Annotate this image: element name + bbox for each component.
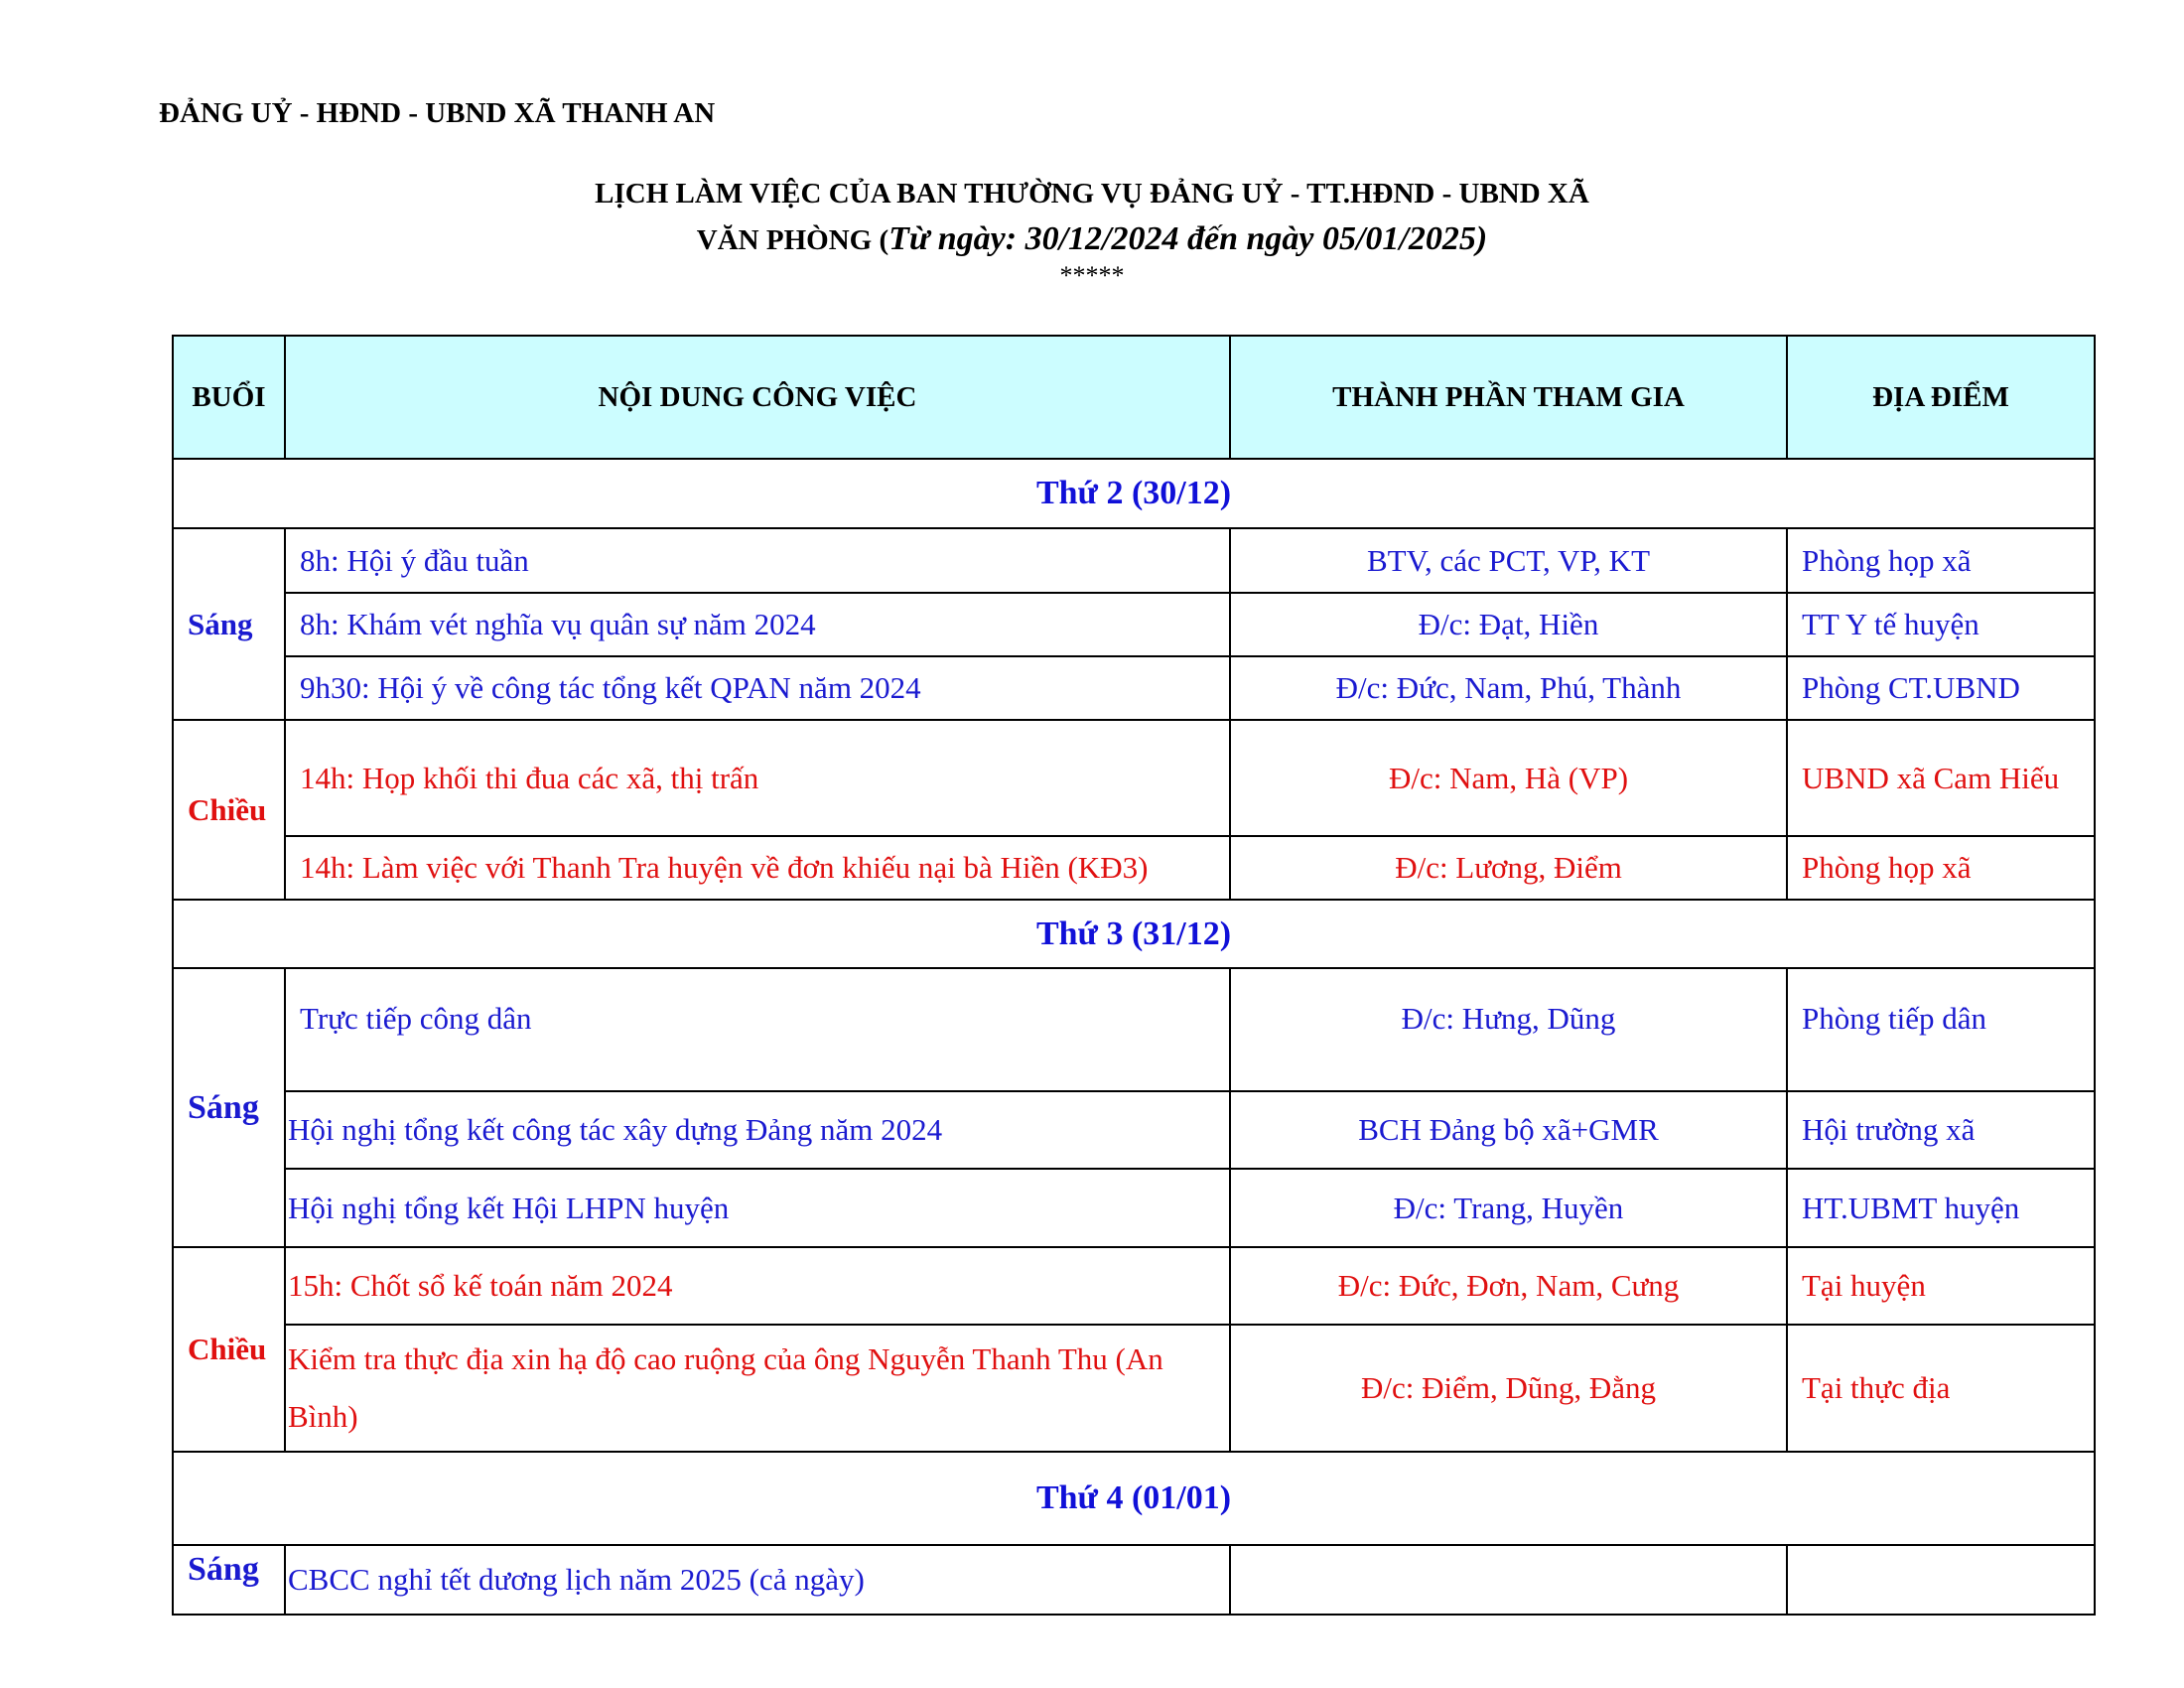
row-content: 14h: Họp khối thi đua các xã, thị trấn bbox=[285, 720, 1230, 836]
column-header-content: NỘI DUNG CÔNG VIỆC bbox=[285, 336, 1230, 459]
table-row bbox=[173, 593, 2095, 656]
organization-name: ĐẢNG UỶ - HĐND - UBND XÃ THANH AN bbox=[159, 97, 716, 129]
table-row bbox=[173, 1169, 2095, 1247]
row-location: Phòng họp xã bbox=[1787, 528, 2095, 593]
day-label: Thứ 4 (01/01) bbox=[173, 1452, 2095, 1545]
column-header-location: ĐỊA ĐIỂM bbox=[1787, 336, 2095, 459]
row-location: Tại huyện bbox=[1787, 1247, 2095, 1325]
row-content: Trực tiếp công dân bbox=[285, 968, 1230, 1091]
row-location: Hội trường xã bbox=[1787, 1091, 2095, 1169]
row-content: Kiểm tra thực địa xin hạ độ cao ruộng của ông Nguyễn Thanh Thu (An Bình) bbox=[285, 1325, 1230, 1452]
document-title bbox=[0, 171, 2184, 289]
row-location: Tại thực địa bbox=[1787, 1325, 2095, 1452]
row-location: Phòng CT.UBND bbox=[1787, 656, 2095, 720]
table-row bbox=[173, 968, 2095, 1091]
row-location: Phòng tiếp dân bbox=[1787, 968, 2095, 1091]
row-content: 15h: Chốt sổ kế toán năm 2024 bbox=[285, 1247, 1230, 1325]
column-header-participants: THÀNH PHẦN THAM GIA bbox=[1230, 336, 1787, 459]
row-participants: Đ/c: Lương, Điểm bbox=[1230, 836, 1787, 900]
session-label: Sáng bbox=[173, 528, 285, 720]
session-label: Chiều bbox=[173, 720, 285, 900]
title-line-2 bbox=[0, 216, 2184, 263]
row-participants: Đ/c: Trang, Huyền bbox=[1230, 1169, 1787, 1247]
table-row bbox=[173, 1545, 2095, 1615]
session-label: Sáng bbox=[173, 968, 285, 1247]
title-line-2-prefix: VĂN PHÒNG ( bbox=[696, 224, 889, 256]
row-location: HT.UBMT huyện bbox=[1787, 1169, 2095, 1247]
title-line-1: LỊCH LÀM VIỆC CỦA BAN THƯỜNG VỤ ĐẢNG UỶ - TT.HĐND - UBND XÃ bbox=[595, 178, 1589, 210]
session-label: Chiều bbox=[173, 1247, 285, 1452]
row-content: Hội nghị tổng kết Hội LHPN huyện bbox=[285, 1169, 1230, 1247]
table-row bbox=[173, 1247, 2095, 1325]
row-content: Hội nghị tổng kết công tác xây dựng Đảng năm 2024 bbox=[285, 1091, 1230, 1169]
row-participants: BCH Đảng bộ xã+GMR bbox=[1230, 1091, 1787, 1169]
date-range: Từ ngày: 30/12/2024 đến ngày 05/01/2025) bbox=[888, 220, 1488, 257]
row-participants bbox=[1230, 1545, 1787, 1615]
table-header-row bbox=[173, 336, 2095, 459]
schedule-table bbox=[172, 335, 2096, 1616]
row-content: CBCC nghỉ tết dương lịch năm 2025 (cả ngày) bbox=[285, 1545, 1230, 1615]
table-row bbox=[173, 528, 2095, 593]
row-content: 9h30: Hội ý về công tác tổng kết QPAN năm 2024 bbox=[285, 656, 1230, 720]
day-row bbox=[173, 1452, 2095, 1545]
row-participants: Đ/c: Nam, Hà (VP) bbox=[1230, 720, 1787, 836]
table-row bbox=[173, 656, 2095, 720]
row-content: 8h: Khám vét nghĩa vụ quân sự năm 2024 bbox=[285, 593, 1230, 656]
row-participants: Đ/c: Đức, Nam, Phú, Thành bbox=[1230, 656, 1787, 720]
table-row bbox=[173, 836, 2095, 900]
row-location: TT Y tế huyện bbox=[1787, 593, 2095, 656]
row-participants: Đ/c: Hưng, Dũng bbox=[1230, 968, 1787, 1091]
row-participants: BTV, các PCT, VP, KT bbox=[1230, 528, 1787, 593]
table-row bbox=[173, 720, 2095, 836]
day-row bbox=[173, 459, 2095, 528]
row-location bbox=[1787, 1545, 2095, 1615]
row-content: 14h: Làm việc với Thanh Tra huyện về đơn khiếu nại bà Hiền (KĐ3) bbox=[285, 836, 1230, 900]
column-header-session: BUỔI bbox=[173, 336, 285, 459]
row-location: Phòng họp xã bbox=[1787, 836, 2095, 900]
divider-stars: ***** bbox=[1059, 261, 1125, 290]
day-label: Thứ 2 (30/12) bbox=[173, 459, 2095, 528]
row-participants: Đ/c: Điểm, Dũng, Đằng bbox=[1230, 1325, 1787, 1452]
session-label: Sáng bbox=[173, 1545, 285, 1615]
day-row bbox=[173, 900, 2095, 968]
row-content: 8h: Hội ý đầu tuần bbox=[285, 528, 1230, 593]
day-label: Thứ 3 (31/12) bbox=[173, 900, 2095, 968]
table-row bbox=[173, 1325, 2095, 1452]
row-participants: Đ/c: Đạt, Hiền bbox=[1230, 593, 1787, 656]
table-row bbox=[173, 1091, 2095, 1169]
row-participants: Đ/c: Đức, Đơn, Nam, Cưng bbox=[1230, 1247, 1787, 1325]
row-location: UBND xã Cam Hiếu bbox=[1787, 720, 2095, 836]
